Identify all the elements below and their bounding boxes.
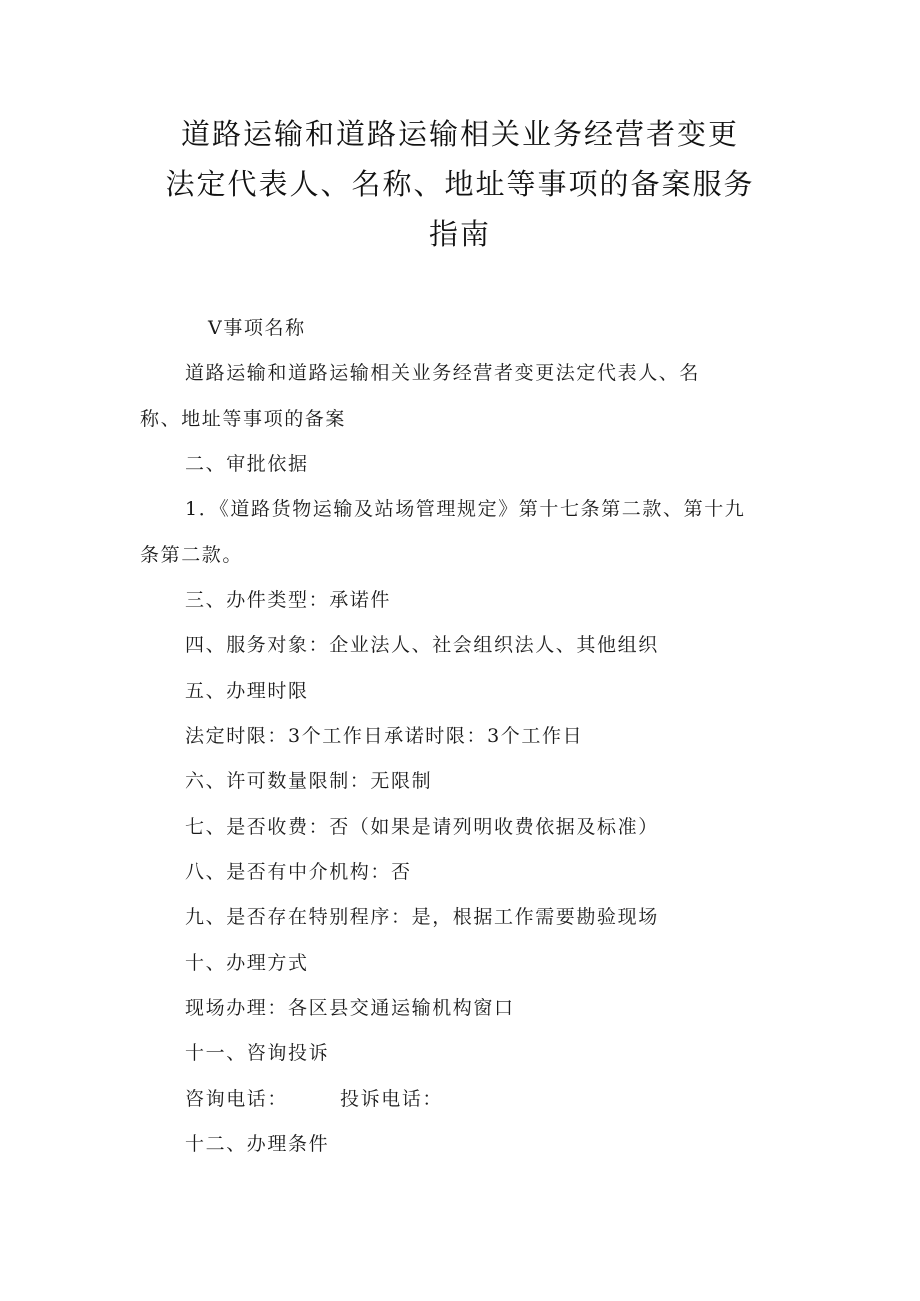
section-heading-time-limit: 五、办理时限 xyxy=(185,680,309,702)
section-heading-consult-complaint: 十一、咨询投诉 xyxy=(185,1042,330,1064)
complaint-phone-label: 投诉电话： xyxy=(340,1088,444,1110)
section-heading-handling-method: 十、办理方式 xyxy=(185,952,309,974)
approval-basis-text-line-1: 1．《道路货物运输及站场管理规定》第十七条第二款、第十九 xyxy=(185,498,746,520)
section-case-type: 三、办件类型：承诺件 xyxy=(185,589,392,611)
section-special-procedure: 九、是否存在特别程序：是，根据工作需要勘验现场 xyxy=(185,906,659,928)
approval-basis-text-line-2: 条第二款。 xyxy=(140,544,244,566)
consult-complaint-row xyxy=(185,1084,443,1111)
time-limit-text: 法定时限：3个工作日承诺时限：3个工作日 xyxy=(185,725,584,747)
item-name-text-line-2: 称、地址等事项的备案 xyxy=(140,408,347,430)
section-quantity-limit: 六、许可数量限制：无限制 xyxy=(185,770,433,792)
consult-phone-label: 咨询电话： xyxy=(185,1088,289,1110)
handling-method-text: 现场办理：各区县交通运输机构窗口 xyxy=(185,997,515,1019)
section-service-target: 四、服务对象：企业法人、社会组织法人、其他组织 xyxy=(185,634,659,656)
section-intermediary: 八、是否有中介机构：否 xyxy=(185,861,412,883)
document-title-line-3: 指南 xyxy=(428,217,491,251)
section-heading-approval-basis: 二、审批依据 xyxy=(185,453,309,475)
document-title-line-1: 道路运输和道路运输相关业务经营者变更 xyxy=(180,117,739,151)
item-name-text-line-1: 道路运输和道路运输相关业务经营者变更法定代表人、名 xyxy=(185,362,701,384)
section-heading-handling-conditions: 十二、办理条件 xyxy=(185,1133,330,1155)
document-title-line-2: 法定代表人、名称、地址等事项的备案服务 xyxy=(165,167,755,201)
section-fee: 七、是否收费：否（如果是请列明收费依据及标准） xyxy=(185,816,659,838)
section-heading-item-name: Ⅴ事项名称 xyxy=(208,317,306,339)
